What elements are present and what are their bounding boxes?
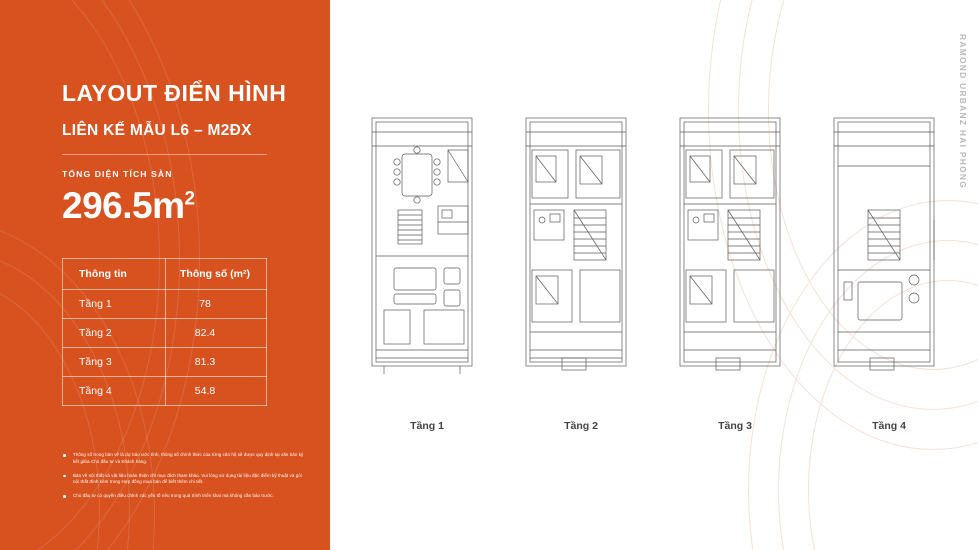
page-subtitle: LIÊN KẾ MẪU L6 – M2ĐX [62,121,252,139]
floor-plan-caption-4: Tầng 4 [872,420,906,432]
project-name-vertical: RAMOND URBANZ HAI PHONG [958,34,968,190]
row-value-text: 81.3 [194,356,216,368]
footnote-item: Bản vẽ nội thất và vật liệu hoàn thiện chỉ mục đích tham khảo. Vui lòng sử dụng tài liệu đặc điểm kỹ thuật và gói nội thất đính kèm trong Hợp đồng mua bán để biết thêm chi tiết. [62,473,307,487]
floor-plan-2 [518,110,644,382]
row-value [166,290,267,319]
total-area-number: 296.5m [62,184,185,226]
row-value [166,348,267,377]
row-label: Tầng 4 [63,377,166,406]
table-row [63,319,267,348]
total-area-unit: 2 [184,188,195,210]
page-title: LAYOUT ĐIỂN HÌNH [62,80,287,106]
floor-plan-caption-3: Tầng 3 [718,420,752,432]
table-row [63,348,267,377]
footnote-item: Chủ đầu tư có quyền điều chỉnh các yếu tố nêu trong quá trình triển khai mà không cần báo trước. [62,493,307,500]
table-head [63,259,267,290]
row-value-text: 78 [199,298,211,310]
divider [62,154,267,155]
row-label: Tầng 3 [63,348,166,377]
total-area-label: TỔNG DIỆN TÍCH SÀN [62,168,173,179]
table-header-value: Thông số (m²) [166,259,267,290]
table-header-info: Thông tin [63,259,166,290]
left-orange-panel [0,0,330,550]
table-row [63,290,267,319]
total-area-value [62,185,282,227]
row-value [166,319,267,348]
row-value-text: 82.4 [194,327,216,339]
floor-area-table [62,258,267,406]
right-content-area [330,0,978,550]
floor-plans-group [358,110,958,432]
floor-plan-caption-2: Tầng 2 [564,420,598,432]
floor-plan-3 [672,110,798,382]
table-body [63,290,267,406]
floor-plan-4 [826,110,952,382]
table-row [63,377,267,406]
footnote-item: Thông số trong bản vẽ là dự báo ước tính, thông số chính thức của từng căn hộ sẽ được quy định tại văn bản ký kết giữa Chủ đầu tư và Khách hàng. [62,452,307,466]
row-value-text: 54.8 [194,385,216,397]
left-header-block [62,80,287,227]
row-label: Tầng 1 [63,290,166,319]
floor-plan-1 [364,110,490,382]
footnotes [62,452,307,507]
floor-plan-caption-1: Tầng 1 [410,420,444,432]
row-value [166,377,267,406]
table-header-row [63,259,267,290]
row-label: Tầng 2 [63,319,166,348]
